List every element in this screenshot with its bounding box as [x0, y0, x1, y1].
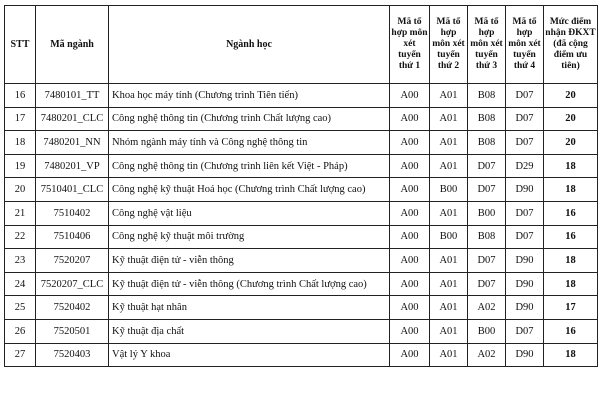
- cell-ma-nganh: 7510406: [36, 225, 109, 249]
- cell-stt: 16: [5, 84, 36, 108]
- cell-to-hop-1: A00: [390, 225, 430, 249]
- table-row: [5, 154, 598, 178]
- cell-nganh-hoc: Công nghệ thông tin (Chương trình Chất lượng cao): [109, 107, 390, 131]
- header-nganh-hoc: Ngành học: [109, 6, 390, 84]
- cell-to-hop-4: D07: [506, 319, 544, 343]
- cell-stt: 17: [5, 107, 36, 131]
- cell-to-hop-4: D90: [506, 272, 544, 296]
- cell-ma-nganh: 7520402: [36, 296, 109, 320]
- cell-nganh-hoc: Vật lý Y khoa: [109, 343, 390, 367]
- cell-to-hop-3: D07: [468, 154, 506, 178]
- cell-to-hop-4: D07: [506, 84, 544, 108]
- cell-to-hop-3: B08: [468, 107, 506, 131]
- cell-muc-diem: 18: [544, 154, 598, 178]
- cell-muc-diem: 18: [544, 343, 598, 367]
- cell-to-hop-2: A01: [430, 343, 468, 367]
- cell-to-hop-2: A01: [430, 154, 468, 178]
- table-row: [5, 296, 598, 320]
- cell-ma-nganh: 7480101_TT: [36, 84, 109, 108]
- cell-muc-diem: 16: [544, 225, 598, 249]
- cell-to-hop-3: B00: [468, 201, 506, 225]
- cell-muc-diem: 16: [544, 319, 598, 343]
- table-row: [5, 84, 598, 108]
- cell-nganh-hoc: Công nghệ thông tin (Chương trình liên kết Việt - Pháp): [109, 154, 390, 178]
- cell-to-hop-1: A00: [390, 272, 430, 296]
- cell-to-hop-1: A00: [390, 154, 430, 178]
- cell-stt: 24: [5, 272, 36, 296]
- cell-muc-diem: 18: [544, 272, 598, 296]
- cell-to-hop-1: A00: [390, 319, 430, 343]
- cell-to-hop-4: D29: [506, 154, 544, 178]
- cell-to-hop-1: A00: [390, 84, 430, 108]
- header-stt: STT: [5, 6, 36, 84]
- table-row: [5, 249, 598, 273]
- header-row: [5, 6, 598, 84]
- cell-nganh-hoc: Công nghệ vật liệu: [109, 201, 390, 225]
- cell-to-hop-1: A00: [390, 107, 430, 131]
- cell-to-hop-2: A01: [430, 201, 468, 225]
- cell-to-hop-2: A01: [430, 107, 468, 131]
- admission-table-container: [4, 5, 598, 367]
- cell-nganh-hoc: Kỹ thuật điện tử - viễn thông (Chương trình Chất lượng cao): [109, 272, 390, 296]
- cell-ma-nganh: 7480201_NN: [36, 131, 109, 155]
- table-row: [5, 107, 598, 131]
- cell-ma-nganh: 7520403: [36, 343, 109, 367]
- cell-to-hop-3: B08: [468, 225, 506, 249]
- cell-to-hop-1: A00: [390, 343, 430, 367]
- cell-to-hop-4: D07: [506, 131, 544, 155]
- cell-to-hop-3: D07: [468, 249, 506, 273]
- cell-ma-nganh: 7520207: [36, 249, 109, 273]
- cell-to-hop-1: A00: [390, 201, 430, 225]
- cell-to-hop-4: D90: [506, 249, 544, 273]
- table-row: [5, 343, 598, 367]
- cell-ma-nganh: 7520207_CLC: [36, 272, 109, 296]
- cell-ma-nganh: 7510402: [36, 201, 109, 225]
- cell-stt: 25: [5, 296, 36, 320]
- header-to-hop-4: Mã tổ hợp môn xét tuyển thứ 4: [506, 6, 544, 84]
- cell-to-hop-3: B08: [468, 84, 506, 108]
- table-row: [5, 178, 598, 202]
- cell-to-hop-1: A00: [390, 178, 430, 202]
- cell-muc-diem: 20: [544, 131, 598, 155]
- cell-to-hop-4: D90: [506, 178, 544, 202]
- cell-muc-diem: 18: [544, 178, 598, 202]
- cell-to-hop-3: A02: [468, 343, 506, 367]
- cell-to-hop-2: A01: [430, 272, 468, 296]
- cell-to-hop-3: A02: [468, 296, 506, 320]
- cell-to-hop-2: B00: [430, 178, 468, 202]
- cell-to-hop-1: A00: [390, 296, 430, 320]
- cell-to-hop-3: B00: [468, 319, 506, 343]
- cell-to-hop-3: D07: [468, 272, 506, 296]
- header-to-hop-1: Mã tổ hợp môn xét tuyển thứ 1: [390, 6, 430, 84]
- cell-muc-diem: 17: [544, 296, 598, 320]
- cell-to-hop-3: B08: [468, 131, 506, 155]
- table-row: [5, 201, 598, 225]
- cell-ma-nganh: 7480201_VP: [36, 154, 109, 178]
- cell-muc-diem: 16: [544, 201, 598, 225]
- cell-nganh-hoc: Kỹ thuật điện tử - viễn thông: [109, 249, 390, 273]
- table-row: [5, 272, 598, 296]
- cell-stt: 27: [5, 343, 36, 367]
- cell-to-hop-1: A00: [390, 131, 430, 155]
- cell-to-hop-1: A00: [390, 249, 430, 273]
- cell-nganh-hoc: Kỹ thuật địa chất: [109, 319, 390, 343]
- cell-nganh-hoc: Công nghệ kỹ thuật Hoá học (Chương trình Chất lượng cao): [109, 178, 390, 202]
- cell-to-hop-4: D90: [506, 296, 544, 320]
- cell-stt: 19: [5, 154, 36, 178]
- cell-stt: 23: [5, 249, 36, 273]
- header-to-hop-3: Mã tổ hợp môn xét tuyển thứ 3: [468, 6, 506, 84]
- cell-to-hop-2: A01: [430, 131, 468, 155]
- cell-to-hop-3: D07: [468, 178, 506, 202]
- cell-nganh-hoc: Khoa học máy tính (Chương trình Tiên tiến): [109, 84, 390, 108]
- cell-ma-nganh: 7480201_CLC: [36, 107, 109, 131]
- cell-ma-nganh: 7510401_CLC: [36, 178, 109, 202]
- cell-nganh-hoc: Công nghệ kỹ thuật môi trường: [109, 225, 390, 249]
- cell-to-hop-2: A01: [430, 319, 468, 343]
- cell-nganh-hoc: Kỹ thuật hạt nhân: [109, 296, 390, 320]
- cell-muc-diem: 20: [544, 84, 598, 108]
- table-row: [5, 225, 598, 249]
- cell-to-hop-4: D07: [506, 107, 544, 131]
- cell-to-hop-4: D07: [506, 225, 544, 249]
- table-row: [5, 131, 598, 155]
- cell-stt: 26: [5, 319, 36, 343]
- header-to-hop-2: Mã tổ hợp môn xét tuyển thứ 2: [430, 6, 468, 84]
- admission-score-table: [4, 5, 598, 367]
- cell-stt: 22: [5, 225, 36, 249]
- cell-stt: 18: [5, 131, 36, 155]
- cell-muc-diem: 18: [544, 249, 598, 273]
- cell-ma-nganh: 7520501: [36, 319, 109, 343]
- cell-to-hop-2: B00: [430, 225, 468, 249]
- cell-stt: 21: [5, 201, 36, 225]
- table-row: [5, 319, 598, 343]
- cell-to-hop-4: D07: [506, 201, 544, 225]
- cell-to-hop-2: A01: [430, 296, 468, 320]
- cell-nganh-hoc: Nhóm ngành máy tính và Công nghệ thông tin: [109, 131, 390, 155]
- cell-to-hop-2: A01: [430, 84, 468, 108]
- header-ma-nganh: Mã ngành: [36, 6, 109, 84]
- cell-stt: 20: [5, 178, 36, 202]
- cell-to-hop-4: D90: [506, 343, 544, 367]
- cell-to-hop-2: A01: [430, 249, 468, 273]
- table-body: [5, 84, 598, 367]
- cell-muc-diem: 20: [544, 107, 598, 131]
- header-muc-diem: Mức điểm nhận ĐKXT (đã cộng điểm ưu tiên): [544, 6, 598, 84]
